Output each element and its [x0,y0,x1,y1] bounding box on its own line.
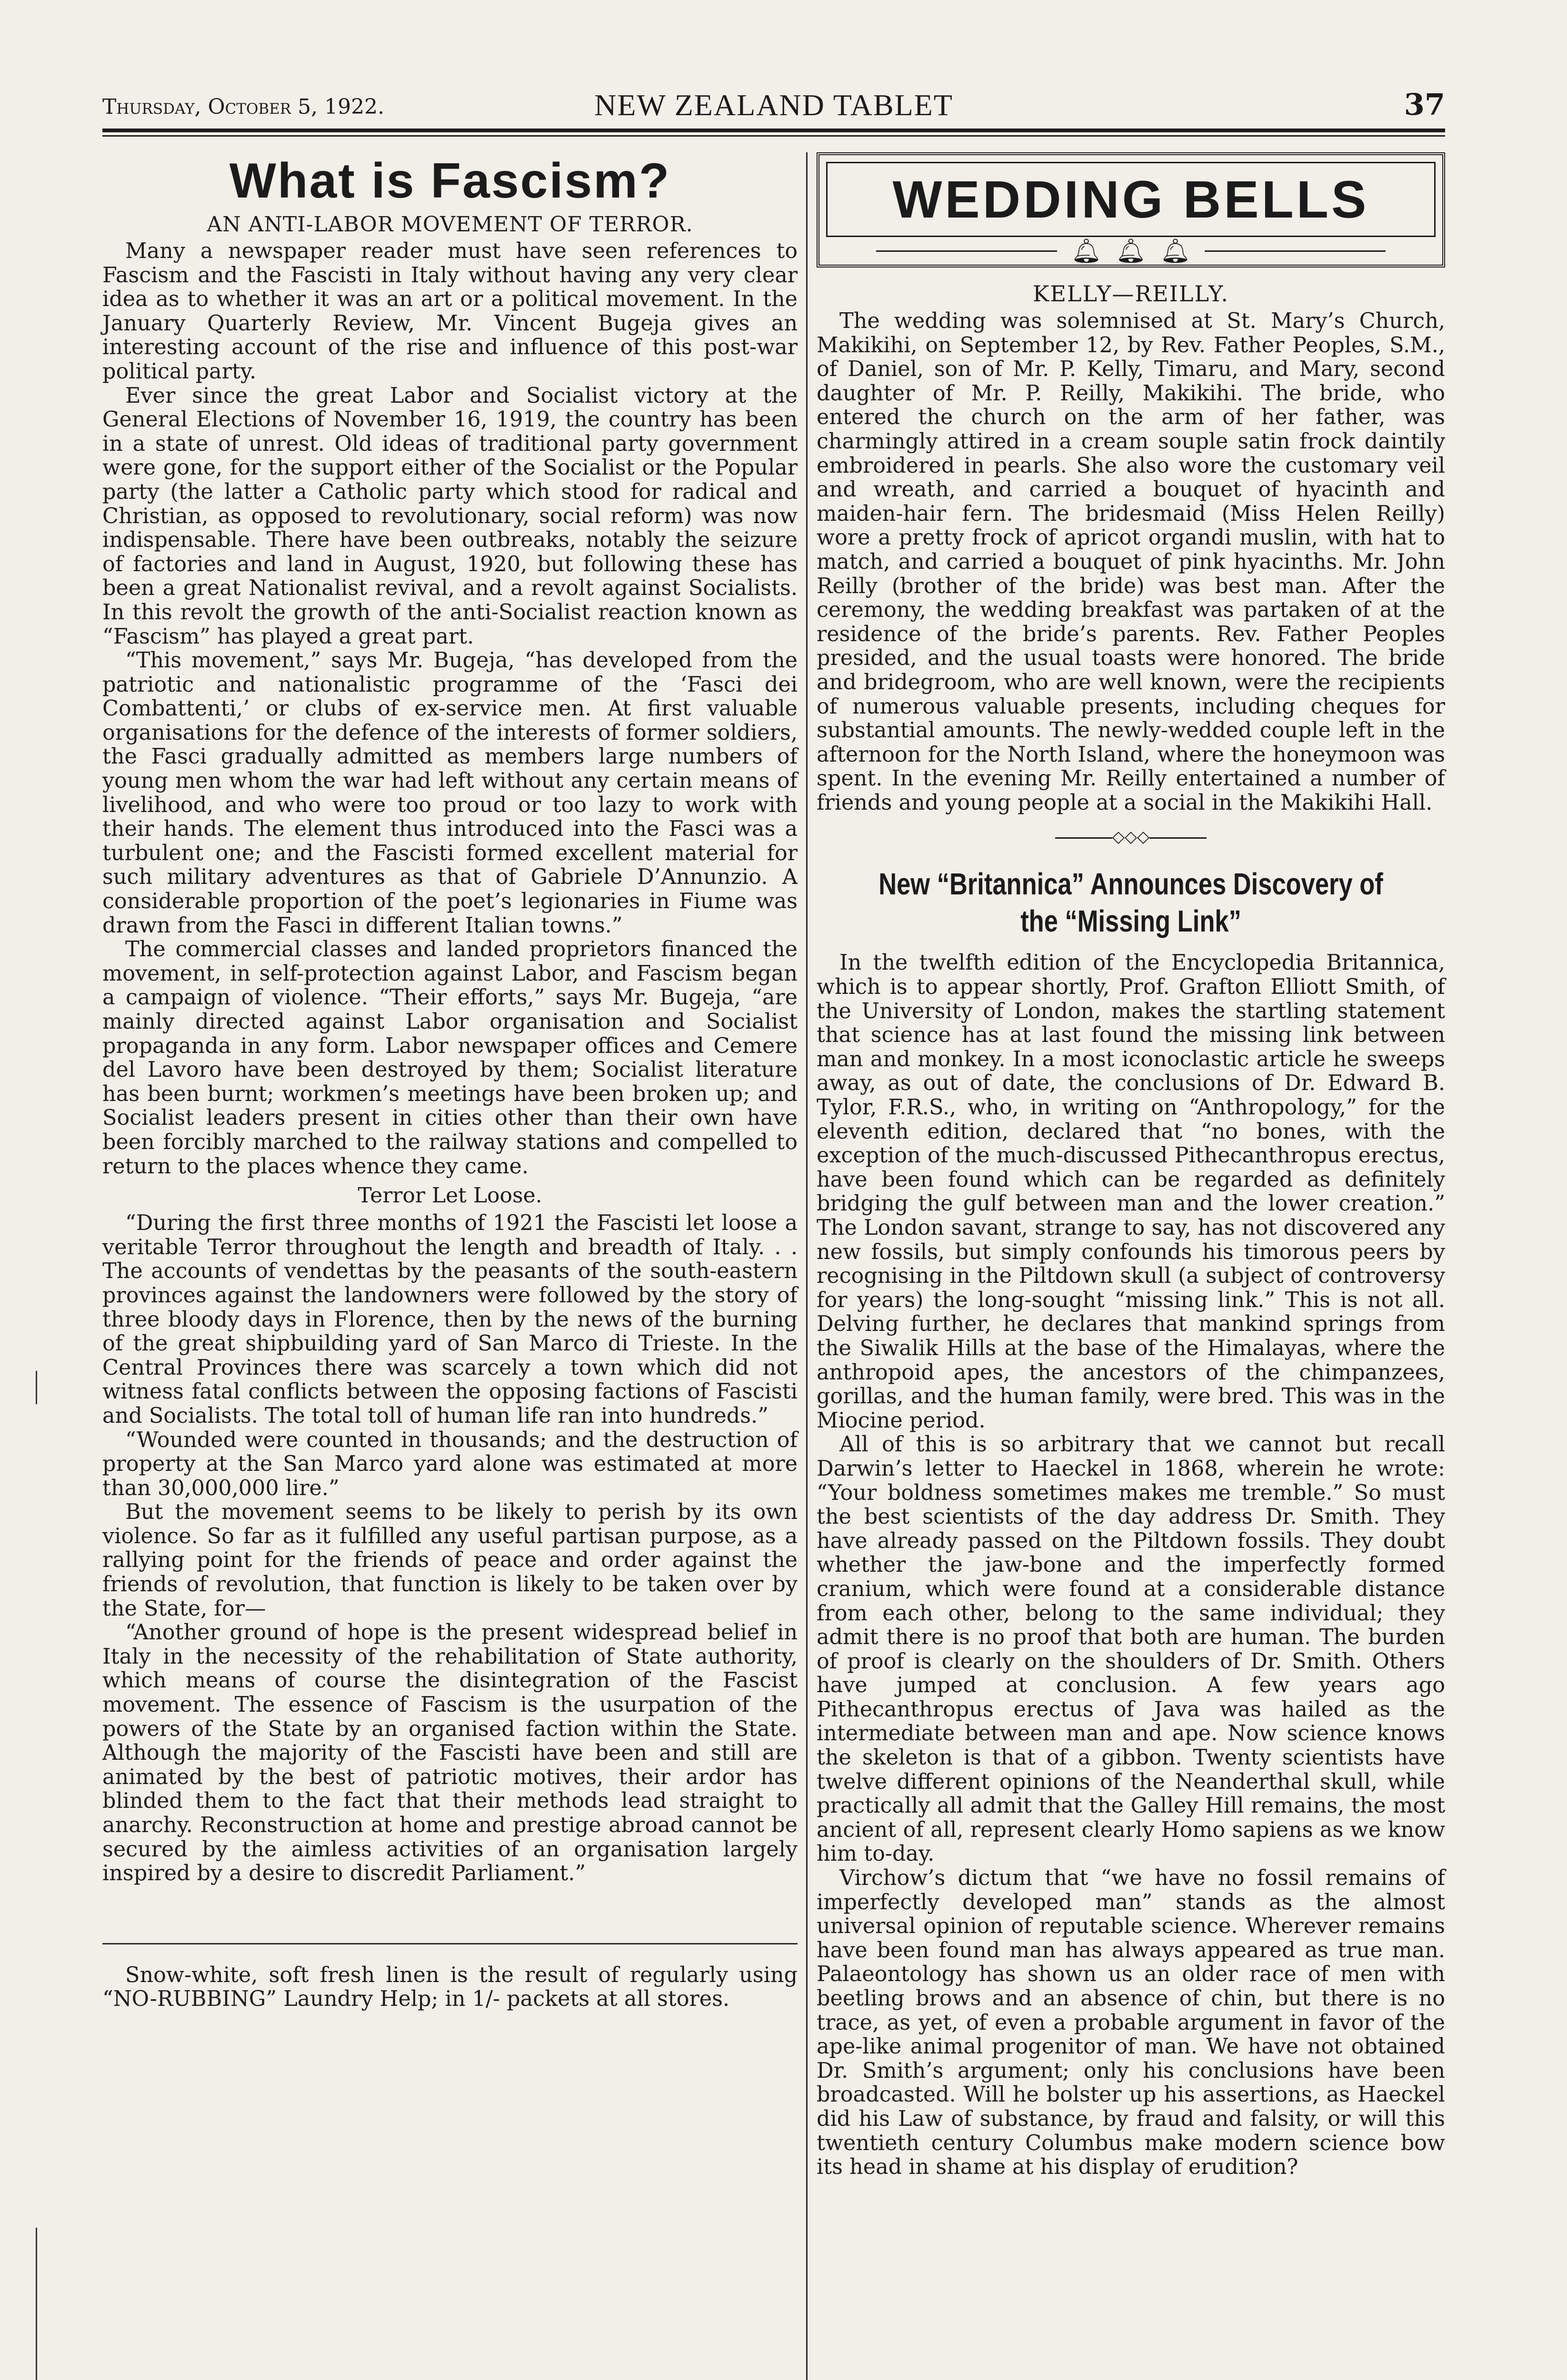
fascism-subheadline: AN ANTI-LABOR MOVEMENT OF TERROR. [207,212,693,237]
diamond-ornament-icon: ◇◇◇ [1112,827,1150,847]
fascism-article [102,152,798,2012]
section-heading: Terror Let Loose. [358,1183,542,1208]
margin-mark [36,1371,37,1404]
article-paragraph: “During the first three months of 1921 the Fascisti let loose a veritable Terror throughout the length and breadth of Italy. . . The accounts of vendettas by the peasants of the south-eastern provinces against the landowners were followed by the story of three bloody days in Florence, then by the news of the burning of the great shipbuilding yard of San Marco di Trieste. In the Central Provinces there was scarcely a town which did not witness fatal conflicts between the opposing factions of Fascisti and Socialists. The total toll of human life ran into hundreds.” [102,1211,798,1428]
article-paragraph: Ever since the great Labor and Socialist victory at the General Elections of November 16, 1919, the country has been in a state of unrest. Old ideas of traditional party government were gone, for the support either of the Socialist or the Popular party (the latter a Catholic party which stood for radical and Christian, as opposed to revolutionary, social reform) was now indispensable. There have been outbreaks, notably the seizure of factories and land in August, 1920, but following these has been a great Nationalist revival, and a revolt against Socialists. In this revolt the growth of the anti-Socialist reaction known as “Fascism” has played a great part. [102,383,798,649]
article-paragraph: “Wounded were counted in thousands; and the destruction of property at the San Marco yard alone was estimated at more than 30,000,000 lire.” [102,1428,798,1500]
article-paragraph: “Another ground of hope is the present widespread belief in Italy in the necessity of the rehabilitation of State authority, which means of course the disintegration of the Fascist movement. The essence of Fascism is the usurpation of the powers of the State by an organised faction within the State. Although the majority of the Fascisti have been and still are animated by the best of patriotic motives, their ardor has blinded them to the fact that their methods lead straight to anarchy. Reconstruction at home and prestige abroad cannot be secured by the aimless activities of an organisation largely inspired by a desire to discredit Parliament.” [102,1620,798,1886]
column-rule [806,152,808,2380]
wedding-paragraph: The wedding was solemnised at St. Mary’s Church, Makikihi, on September 12, by Rev. Father Peoples, S.M., of Daniel, son of Mr. P. Kelly, Timaru, and Mary, second daughter of Mr. P. Reilly, Makikihi. The bride, who entered the church on the arm of her father, was charmingly attired in a cream souple satin frock daintily embroidered in pearls. She also wore the customary veil and wreath, and carried a bouquet of hyacinth and maiden-hair fern. The bridesmaid (Miss Helen Reilly) wore a pretty frock of apricot organdi muslin, with hat to match, and carried a bouquet of pink hyacinths. Mr. John Reilly (brother of the bride) was best man. After the ceremony, the wedding breakfast was partaken of at the residence of the bride’s parents. Rev. Father Peoples presided, and the usual toasts were honored. The bride and bridegroom, who are well known, were the recipients of numerous valuable presents, including cheques for substantial amounts. The newly-wedded couple left in the afternoon for the North Island, where the honeymoon was spent. In the evening Mr. Reilly entertained a number of friends and young people at a social in the Makikihi Hall. [817,309,1445,815]
wedding-heading: KELLY—REILLY. [1032,281,1229,307]
article-paragraph: But the movement seems to be likely to perish by its own violence. So far as it fulfilled any useful partisan purpose, as a rallying point for the friends of peace and order against the friends of revolution, that function is likely to be taken over by the State, for— [102,1500,798,1621]
laundry-notice [102,1943,798,2012]
masthead-rule [102,129,1445,132]
margin-mark [36,2228,37,2380]
bell-icon: 🔔︎ [1071,237,1102,265]
article-paragraph: Virchow’s dictum that “we have no fossil remains of imperfectly developed man” stands as the almost universal opinion of reputable science. Wherever remains have been found man has always appeared as true man. Palaeontology has shown us an older race of men with beetling brows and an absence of chin, but there is no trace, as yet, of even a probable argument in favor of the ape-like animal progenitor of man. We have not obtained Dr. Smith’s argument; only his conclusions have been broadcasted. Will he bolster up his assertions, as Haeckel did his Law of substance, by fraud and falsity, or will this twentieth century Columbus make modern science bow its head in shame at his display of erudition? [817,1866,1445,2180]
article-paragraph: “This movement,” says Mr. Bugeja, “has developed from the patriotic and nationalistic programme of the ‘Fasci dei Combattenti,’ or clubs of ex-service men. At first valuable organisations for the defence of the interests of former soldiers, the Fasci gradually admitted as members large numbers of young men whom the war had left without any certain means of livelihood, and who were too proud or too lazy to work with their hands. The element thus introduced into the Fasci was a turbulent one; and the Fascisti formed excellent material for such military adventures as that of Gabriele D’Annunzio. A considerable proportion of the poet’s legionaries in Fiume was drawn from the Fasci in different Italian towns.” [102,648,798,938]
section-divider [817,827,1445,846]
britannica-headline: New “Britannica” Announces Discovery of the “Missing Link” [878,867,1383,939]
page-number: 37 [1404,87,1445,122]
article-paragraph: All of this is so arbitrary that we cannot but recall Darwin’s letter to Haeckel in 1868, wherein he wrote: “Your boldness sometimes makes me tremble.” So must the best scientists of the day address Dr. Smith. They have already passed on the Piltdown fossils. They doubt whether the jaw-bone and the imperfectly formed cranium, which were found at a considerable distance from each other, belong to the same individual; they admit there is no proof that both are human. The burden of proof is clearly on the shoulders of Dr. Smith. Others have jumped at conclusion. A few years ago Pithecanthropus erectus of Java was hailed as the intermediate between man and ape. Now science knows the skeleton is that of a gibbon. Twenty scientists have twelve different opinions of the Neanderthal skull, while practically all admit that the Galley Hill remains, the most ancient of all, represent clearly Homo sapiens as we know him to-day. [817,1432,1445,1866]
article-paragraph: In the twelfth edition of the Encyclopedia Britannica, which is to appear shortly, Prof. Grafton Elliott Smith, of the University of London, makes the startling statement that science has at last found the missing link between man and monkey. In a most iconoclastic article he sweeps away, as out of date, the conclusions of Dr. Edward B. Tylor, F.R.S., who, in writing on “Anthropology,” for the eleventh edition, declared that “no bones, with the exception of the much-discussed Pithecanthropus erectus, have been found which can be regarded as definitely bridging the gulf between man and the lower creation.” The London savant, strange to say, has not discovered any new fossils, but simply confounds his timorous peers by recognising in the Piltdown skull (a subject of controversy for years) the long-sought “missing link.” This is not all. Delving further, he declares that mankind springs from the Siwalik Hills at the base of the Himalayas, where the anthropoid apes, the ancestors of the chimpanzees, gorillas, and the human family, were bred. This was in the Miocine period. [817,951,1445,1433]
wedding-bells-banner [817,152,1445,268]
bells-ornament [819,237,1442,265]
article-paragraph: Many a newspaper reader must have seen references to Fascism and the Fascisti in Italy without having any very clear idea as to whether it was an art or a political movement. In the January Quarterly Review, Mr. Vincent Bugeja gives an interesting account of the rise and influence of this post-war political party. [102,239,798,384]
bell-icon: 🔔︎ [1116,237,1146,265]
wedding-bells-title: WEDDING BELLS [892,170,1369,229]
article-paragraph: The commercial classes and landed proprietors financed the movement, in self-protection against Labor, and Fascism began a campaign of violence. “Their efforts,” says Mr. Bugeja, “are mainly directed against Labor organisation and Socialist propaganda in any form. Labor newspaper offices and Cemere del Lavoro have been destroyed by them; Socialist literature has been burnt; workmen’s meetings have been broken up; and Socialist leaders present in cities other than their own have been forcibly marched to the railway stations and compelled to return to the places whence they came. [102,937,798,1179]
notice-text: Snow-white, soft fresh linen is the result of regularly using “NO-RUBBING” Laundry Help; in 1/- packets at all stores. [102,1963,798,2012]
newspaper-title: NEW ZEALAND TABLET [594,88,953,122]
fascism-headline: What is Fascism? [229,153,671,208]
issue-date: Thursday, October 5, 1922. [102,95,385,119]
bell-icon: 🔔︎ [1160,237,1191,265]
ornament-line [1205,250,1386,252]
ornament-line [876,250,1057,252]
masthead-rule-thin [102,135,1445,137]
masthead [102,80,1445,128]
wedding-bells-frame [826,162,1436,237]
right-column [817,152,1445,2180]
